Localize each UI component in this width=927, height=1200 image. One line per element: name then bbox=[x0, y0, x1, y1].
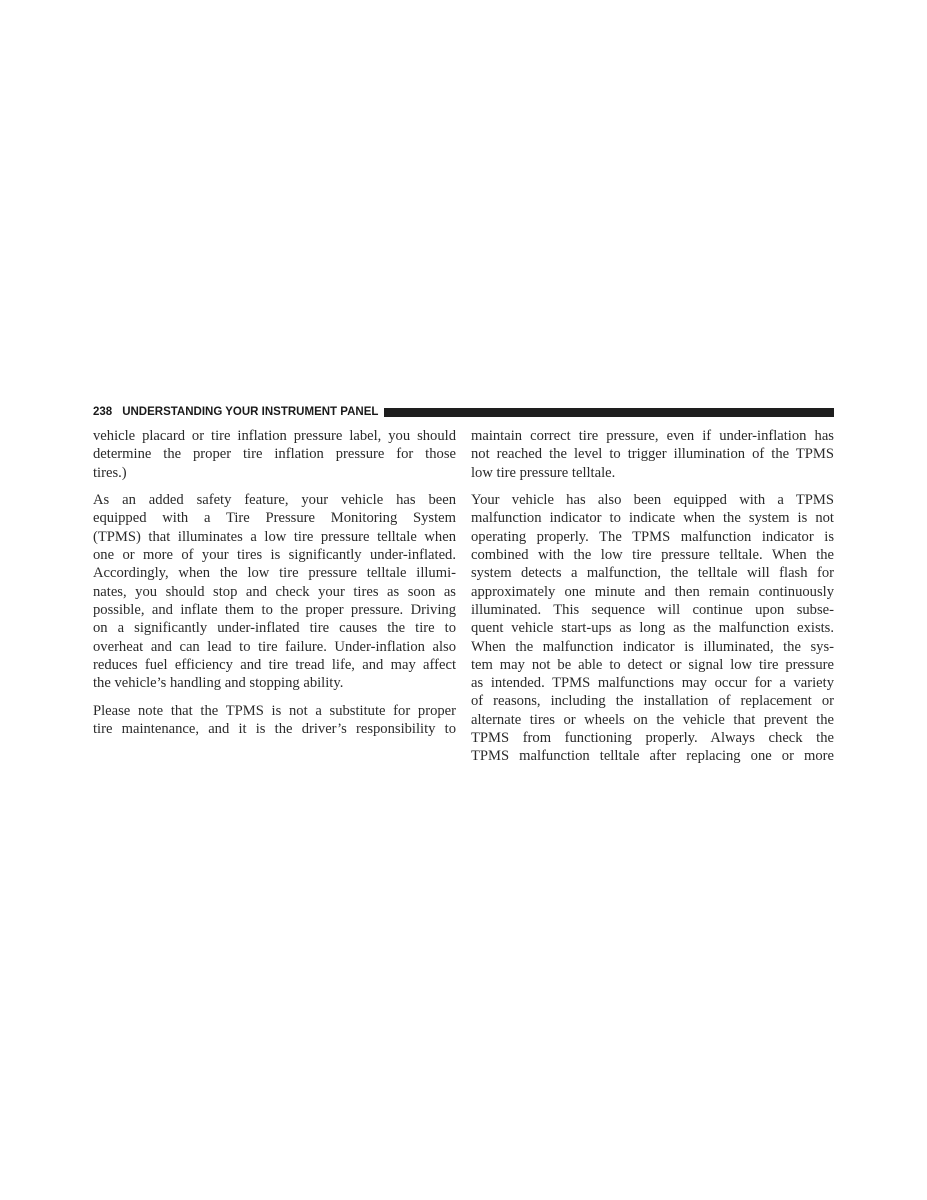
text-line: Accordingly, when the low tire pressure telltale illumi- bbox=[93, 565, 456, 582]
text-line: system detects a malfunction, the telltale will flash for bbox=[471, 565, 834, 582]
text-line: vehicle placard or tire inflation pressure label, you should bbox=[93, 428, 456, 444]
paragraph bbox=[93, 427, 456, 482]
text-line: TPMS malfunction telltale after replacing one or more bbox=[471, 748, 834, 765]
header-rule bbox=[384, 408, 834, 417]
paragraph bbox=[93, 491, 456, 692]
text-line: approximately one minute and then remain continuously bbox=[471, 583, 834, 600]
text-line: (TPMS) that illuminates a low tire pressure telltale when bbox=[93, 528, 456, 545]
text-line: tem may not be able to detect or signal low tire pressure bbox=[471, 656, 834, 673]
page-header bbox=[93, 404, 834, 420]
text-line: combined with the low tire pressure telltale. When the bbox=[471, 547, 834, 564]
text-line: not reached the level to trigger illumination of the TPMS bbox=[471, 446, 834, 463]
text-line: When the malfunction indicator is illuminated, the sys- bbox=[471, 638, 834, 655]
text-line: overheat and can lead to tire failure. Under-inflation also bbox=[93, 638, 456, 655]
text-line: low tire pressure telltale. bbox=[471, 464, 616, 481]
text-line: tire maintenance, and it is the driver’s responsibility to bbox=[93, 721, 456, 738]
text-line: determine the proper tire inflation pressure for those bbox=[93, 446, 456, 463]
text-line: illuminated. This sequence will continue upon subse- bbox=[471, 601, 834, 618]
paragraph bbox=[93, 702, 456, 739]
left-column bbox=[93, 427, 456, 748]
text-line: on a significantly under-inflated tire causes the tire to bbox=[93, 620, 456, 637]
text-line: malfunction indicator to indicate when the system is not bbox=[471, 510, 834, 527]
text-line: reduces fuel efficiency and tire tread life, and may affect bbox=[93, 656, 456, 673]
paragraph bbox=[471, 427, 834, 482]
text-line: nates, you should stop and check your tires as soon as bbox=[93, 583, 456, 600]
text-line: tires.) bbox=[93, 464, 127, 481]
text-line: As an added safety feature, your vehicle has been bbox=[93, 492, 456, 509]
text-line: Your vehicle has also been equipped with a TPMS bbox=[471, 492, 834, 509]
text-line: operating properly. The TPMS malfunction indicator is bbox=[471, 528, 834, 545]
right-column bbox=[471, 427, 834, 775]
text-line: Please note that the TPMS is not a substitute for proper bbox=[93, 702, 456, 719]
text-line: TPMS from functioning properly. Always check the bbox=[471, 730, 834, 747]
text-line: possible, and inflate them to the proper pressure. Driving bbox=[93, 601, 456, 618]
text-line: of reasons, including the installation of replacement or bbox=[471, 693, 834, 710]
text-line: quent vehicle start-ups as long as the malfunction exists. bbox=[471, 620, 834, 637]
text-line: one or more of your tires is significantly under-inflated. bbox=[93, 547, 456, 564]
section-title: UNDERSTANDING YOUR INSTRUMENT PANEL bbox=[122, 406, 379, 418]
text-line: equipped with a Tire Pressure Monitoring System bbox=[93, 510, 456, 527]
text-line: as intended. TPMS malfunctions may occur for a variety bbox=[471, 675, 834, 692]
text-line: the vehicle’s handling and stopping ability. bbox=[93, 675, 344, 692]
text-line: maintain correct tire pressure, even if under-inflation has bbox=[471, 428, 834, 444]
text-line: alternate tires or wheels on the vehicle that prevent the bbox=[471, 711, 834, 728]
paragraph bbox=[471, 491, 834, 765]
page-number: 238 bbox=[93, 406, 113, 418]
